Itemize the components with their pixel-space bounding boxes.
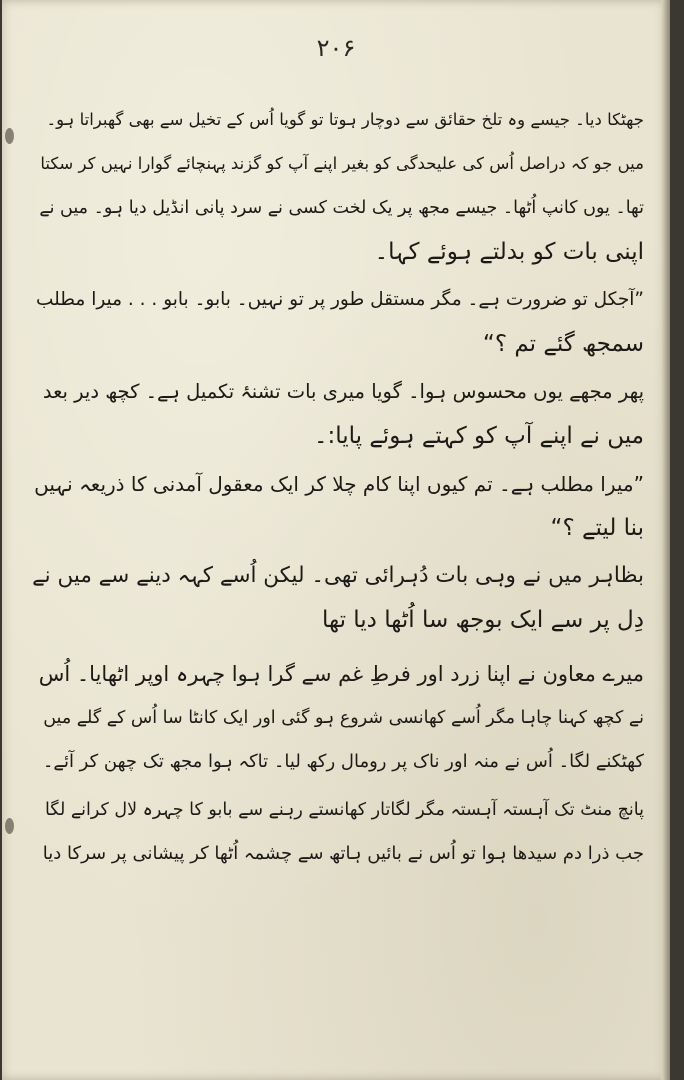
text-line: پانچ منٹ تک آہستہ آہستہ مگر لگاتار کھانستے رہنے سے بابو کا چہرہ لال کرانے لگا <box>44 800 644 820</box>
text-line: جھٹکا دیا۔ جیسے وہ تلخ حقائق سے دوچار ہوتا تو گویا اُس کے تخیل سے بھی گھبراتا ہو۔ <box>46 110 644 129</box>
text-line: ”میرا مطلب ہے۔ تم کیوں اپنا کام چلا کر ایک معقول آمدنی کا ذریعہ نہیں <box>34 472 644 496</box>
text-line: بنا لیتے ؟“ <box>550 515 644 541</box>
text-line: سمجھ گئے تم ؟“ <box>482 331 644 357</box>
text-line: نے کچھ کہنا چاہا مگر اُسے کھانسی شروع ہو گئی اور ایک کانٹا سا اُس کے گلے میں <box>43 708 644 728</box>
document-page <box>2 0 670 1080</box>
text-line: جب ذرا دم سیدھا ہوا تو اُس نے بائیں ہاتھ سے چشمہ اُٹھا کر پیشانی پر سرکا دیا <box>42 843 644 864</box>
text-line: دِل پر سے ایک بوجھ سا اُٹھا دیا تھا <box>321 607 644 633</box>
text-line: میں جو کہ دراصل اُس کی علیحدگی کو بغیر اپنے آپ کو گزند پہنچائے گوارا نہیں کر سکتا <box>40 154 644 173</box>
binding-hole <box>5 128 14 144</box>
binding-hole <box>5 818 14 834</box>
text-line: کھٹکنے لگا۔ اُس نے منہ اور ناک پر رومال رکھ لیا۔ تاکہ ہوا مجھ تک چھن کر آئے۔ <box>42 751 644 772</box>
text-line: اپنی بات کو بدلتے ہوئے کہا۔ <box>374 239 644 265</box>
text-line: بظاہر میں نے وہی بات دُہرائی تھی۔ لیکن اُسے کہہ دینے سے میں نے <box>32 563 644 588</box>
text-line: میرے معاون نے اپنا زرد اور فرطِ غم سے گرا ہوا چہرہ اوپر اٹھایا۔ اُس <box>38 662 644 686</box>
text-line: پھر مجھے یوں محسوس ہوا۔ گویا میری بات تشنۂ تکمیل ہے۔ کچھ دیر بعد <box>42 380 644 403</box>
text-line: ”آجکل تو ضرورت ہے۔ مگر مستقل طور پر تو نہیں۔ بابو۔ بابو . . . میرا مطلب <box>35 289 644 310</box>
text-line: تھا۔ یوں کانپ اُٹھا۔ جیسے مجھ پر یک لخت کسی نے سرد پانی انڈیل دیا ہو۔ میں نے <box>39 198 644 218</box>
page-number: ۲۰۶ <box>316 34 356 62</box>
page-edge-shadow <box>660 0 670 1080</box>
text-line: میں نے اپنے آپ کو کہتے ہوئے پایا:۔ <box>313 423 644 449</box>
